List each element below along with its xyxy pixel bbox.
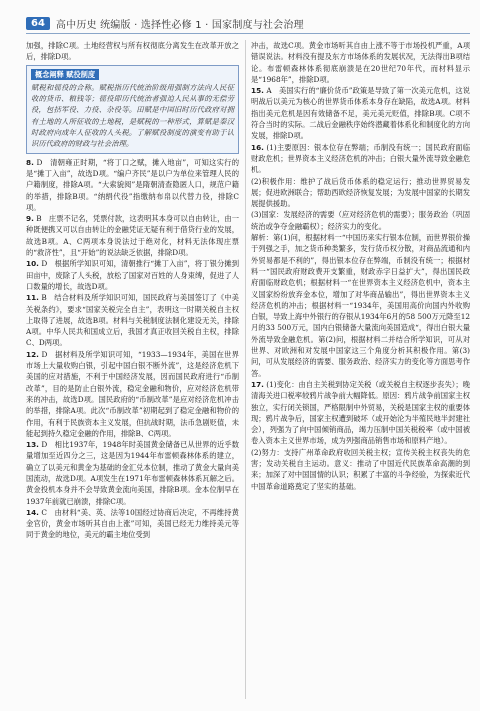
- concept-box-title: 概念阐释 赋役制度: [31, 69, 99, 80]
- answer-item: [26, 213, 239, 258]
- answer-item: [26, 439, 239, 507]
- page-header: [26, 14, 470, 32]
- answer-text: (1)主要原因：银本位存在弊端；币制没有统一；国民政府面临财政危机；世界资本主义经济危机的冲击；白银大量外流导致金融危机。: [251, 142, 470, 175]
- answer-item: [26, 349, 239, 439]
- answer-item: [26, 258, 239, 292]
- text-paragraph: 加强，排除C项。土地经营权与所有权彻底分离发生在改革开放之后，排除D项。: [26, 41, 239, 62]
- question-number: 14.: [26, 507, 39, 517]
- concept-box: [26, 65, 239, 154]
- question-number: 15.: [251, 86, 264, 96]
- answer-text: (1)变化：由自主关税到协定关税（或关税自主权逐步丧失）；晚清海关进口税率较鸦片战争前大幅降低。原因：鸦片战争前国家主权独立，实行闭关锁国，严格限制中外贸易，关税是国家主权的重要体现；鸦片战争后，国家主权遭到破坏（或开始沦为半殖民地半封建社会），列强为了向中国倾销商品，竭力压制中国关税税率（或中国被卷入资本主义世界市场，成为列强商品销售市场和原料产地）。: [251, 379, 470, 446]
- text-paragraph: 冲击，故选C项。黄金市场听其自由上涨不等于市场投机严重，A项错误说法。材料没有提及东方市场体系的发展状况，无法得出B项结论。布雷顿森林体系彻底崩溃是在20世纪70年代，而材料显示是“1968年”，排除D项。: [251, 41, 470, 84]
- answer-text: D 据材料及所学知识可知，“1933—1934年，美国在世界市场上大量收购白银，引起中国白银不断外流”，这是经济危机下美国的应对措施，不利于中国经济发展，因而国民政府进行“币制改革”，目的是防止白银外流，稳定金融和物价，应对经济危机带来的冲击，故选D项。国民政府的“币制改革”是应对经济危机冲击的举措，排除A项。此次“币制改革”初期起到了稳定金融和物价的作用，有利于民族资本主义发展，但抗战时期，法币急剧贬值，未能起到持久稳定金融的作用，排除B、C两项。: [26, 349, 239, 438]
- text-paragraph: (3)国家：发展经济的需要（应对经济危机的需要）；服务政治（巩固统治或争夺金融霸权）；经济实力的变化。: [251, 210, 470, 231]
- answer-text: B 结合材料及所学知识可知，国民政府与美国签订了《中美关税条约》，要求“国家关税完全自主”，表明这一时期关税自主权上取得了进展，故选B项。材料与关税制度法制化建设无关，排除A项。中华人民共和国成立后，我国才真正收回关税自主权，排除C、D两项。: [26, 293, 239, 348]
- answer-item: [251, 85, 470, 141]
- answer-item: [251, 142, 470, 176]
- question-number: 10.: [26, 259, 39, 269]
- question-number: 13.: [26, 440, 39, 450]
- analysis-paragraph: 解析：第(1)问，根据材料一“中国历来实行银本位制，而世界银价操于列强之手，加之货币种类繁多，发行货币权分散，对商品流通和内外贸易都是不利的”，得出银本位存在弊端，币制没有统一；根据材料一“国民政府财政费开支繁重，财政赤字日益扩大”，得出国民政府面临财政危机；根据材料一“在世界资本主义经济危机中，资本主义国家纷纷放弃金本位，增加了对华商品输出”，得出世界资本主义经济危机的冲击；根据材料一“1934年，美国用高价向国内外收购白银，导致上海中外银行的存银从1934年6月的58 500万元降至12月的33 500万元，国内白银储备大量流向美国造成“，得出白银大量外流导致金融危机。第(2)问，根据材料二并结合所学知识，可从对世界、对欧洲和对发展中国家这三个角度分析其积极作用。第(3)问，可从发展经济的需要、服务政治、经济实力的变化等方面思考作答。: [251, 233, 470, 378]
- right-column: [251, 40, 470, 701]
- text-paragraph: (2)积极作用：维护了战后货币体系的稳定运行；推动世界贸易发展；促进欧洲联合；帮助西欧经济恢复发展；为发展中国家的长期发展提供援助。: [251, 176, 470, 209]
- answer-text: A 美国实行的“廉价货币”政策是导致了第一次美元危机，这说明战后以美元为核心的世界货币体系本身存在缺陷，故选A项。材料指出美元危机是因有效储备不足，美元美元贬值，排除B项。C项不符合当时的实际。二战后金融秩序始终潜藏着体系化和制度化的方向发展，排除D项。: [251, 86, 470, 141]
- answer-text: D 根据所学知识可知，清朝推行“摊丁入亩”，将丁银分摊到田亩中，废除了人头税，放松了国家对百姓的人身束缚，促进了人口数量的增长，故选D项。: [26, 259, 239, 291]
- answer-item: [26, 507, 239, 541]
- answer-item: [251, 379, 470, 447]
- question-number: 12.: [26, 349, 39, 359]
- question-number: 8.: [26, 157, 34, 167]
- answer-text: C 由材料“美、英、法等10国经过协商后决定，不再维持黄金官价，黄金市场听其自由上涨”可知，美国已经无力维持美元等同于黄金的地位，美元的霸主地位受到: [26, 507, 239, 540]
- header-rule: [26, 33, 470, 34]
- concept-box-body: 赋税和徭役的合称。赋税指历代统治阶级用强制方法向人民征收的货币、粮钱等；徭役即历代统治者强迫人民从事的无偿劳役，包括军役、力役、杂役等。田赋是中国旧时历代政府对拥有土地的人所征收的土地税，是赋税的一种形式，算赋是秦汉时政府向成年人征收的人头税。了解赋役制度的演变有助于认识历代政府的财政与社会治理。: [31, 82, 234, 149]
- answer-item: [26, 292, 239, 348]
- answer-item: [26, 157, 239, 213]
- left-column: [26, 40, 239, 701]
- page-number: 64: [26, 17, 50, 30]
- question-number: 9.: [26, 214, 34, 224]
- question-number: 11.: [26, 293, 39, 303]
- running-title: 高中历史 统编版 · 选择性必修 1 · 国家制度与社会治理: [55, 19, 304, 31]
- answer-text: D 相比1937年，1948年时美国黄金储备已从世界的近乎数量增加至近四分之三，这是因为1944年布雷顿森林体系的建立，确立了以美元和黄金为基础的金汇兑本位制，推动了黄金大量向美国流动，故选D项。A项发生在1971年布雷顿森林体系瓦解之后。黄金投机本身并不会导致黄金流向美国，排除B项。金本位制早在1937年前就已崩溃，排除C项。: [26, 440, 239, 506]
- text-paragraph: (2)努力：支持广州革命政府收回关税主权；宣传关税主权丧失的危害；发动关税自主运动。意义：推动了中国近代民族革命高潮的到来；加深了对中国国情的认识；积累了丰富的斗争经验，为探索近代中国革命道路奠定了坚实的基础。: [251, 447, 470, 491]
- answer-text: B 庄票不记名，凭票付款，这表明其本身可以自由转让，由一种既便携又可以自由转让的金融凭证无疑有利于借贷行业的发展，故选B项。A、C两项本身说法过于绝对化，材料无法体现庄票的“救济性”，且“开始”的说法缺乏依据，排除D项。: [26, 214, 239, 258]
- question-number: 16.: [251, 142, 264, 152]
- column-divider: [245, 40, 246, 699]
- question-number: 17.: [251, 379, 264, 389]
- answer-text: D 清朝雍正时期，“将丁口之赋，摊入地亩”，可知这实行的是“摊丁入亩”，故选D项。“编户齐民”是以户为单位来管理人民的户籍制度，排除A项。“大索貌阅”是隋朝清查隐匿人口，规范户籍的举措，排除B项。“纳绢代役”指缴纳布帛以代替力役，排除C项。: [26, 157, 239, 212]
